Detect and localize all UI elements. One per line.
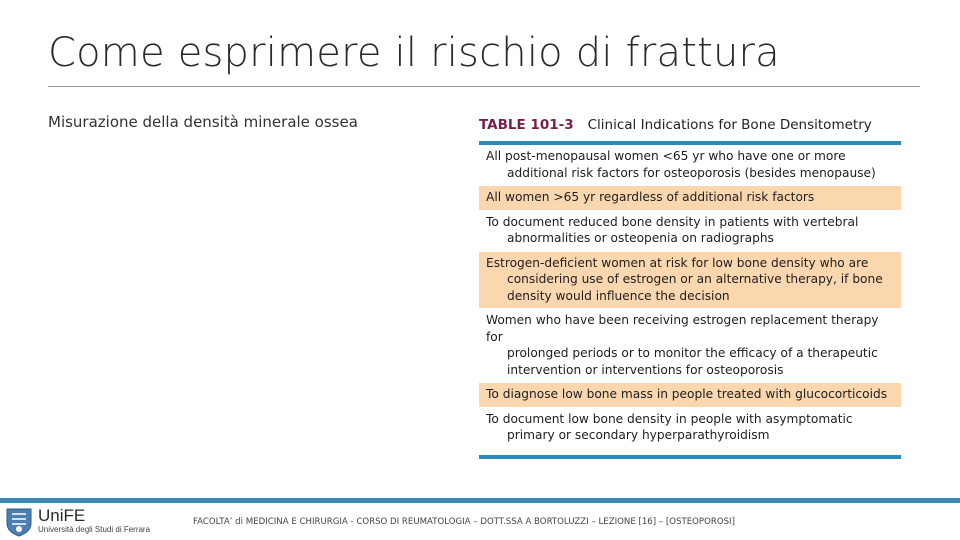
table-title: Clinical Indications for Bone Densitometry <box>587 117 872 133</box>
row-text: All post-menopausal women <65 yr who have one or more <box>486 149 846 163</box>
logo-wordmark: UniFE <box>38 506 86 525</box>
row-text-continued: considering use of estrogen or an alternative therapy, if bone density would influence the decision <box>507 272 883 303</box>
table-row <box>479 186 901 211</box>
title-divider <box>48 86 920 87</box>
clinical-indications-table <box>479 117 901 459</box>
table-row <box>479 211 901 252</box>
table-bottom-rule <box>479 455 901 459</box>
row-text: Estrogen-deficient women at risk for low bone density who are <box>486 255 869 270</box>
slide-subtitle: Misurazione della densità minerale ossea <box>48 113 358 131</box>
row-text: To diagnose low bone mass in people treated with glucocorticoids <box>486 387 888 401</box>
row-text-continued: abnormalities or osteopenia on radiographs <box>507 231 774 245</box>
row-text: All women >65 yr regardless of additional risk factors <box>486 190 815 204</box>
slide-title: Come esprimere il rischio di frattura <box>48 30 780 76</box>
table-row <box>479 145 901 186</box>
row-text-continued: primary or secondary hyperparathyroidism <box>507 428 770 442</box>
row-text: To document low bone density in people with asymptomatic <box>486 411 853 426</box>
row-text-continued: additional risk factors for osteoporosis (besides menopause) <box>507 165 876 180</box>
table-row <box>479 383 901 408</box>
row-text: Women who have been receiving estrogen replacement therapy for <box>486 313 879 344</box>
row-text-continued: prolonged periods or to monitor the efficacy of a therapeutic intervention or interventions for osteoporosis <box>507 346 878 377</box>
footer-accent-bar <box>0 498 960 503</box>
table-row <box>479 252 901 310</box>
table-row <box>479 408 901 449</box>
row-text: To document reduced bone density in patients with vertebral <box>486 214 859 229</box>
table-number: TABLE 101-3 <box>479 117 574 133</box>
university-seal-icon <box>4 505 34 537</box>
table-row <box>479 309 901 383</box>
logo-university-name: Università degli Studi di Ferrara <box>38 525 151 534</box>
table-caption <box>479 117 901 141</box>
footer-course-info: FACOLTA’ di MEDICINA E CHIRURGIA - CORSO DI REUMATOLOGIA – DOTT.SSA A BORTOLUZZI – LEZIONE [16] – [OSTEOPOROSI] <box>193 517 735 527</box>
